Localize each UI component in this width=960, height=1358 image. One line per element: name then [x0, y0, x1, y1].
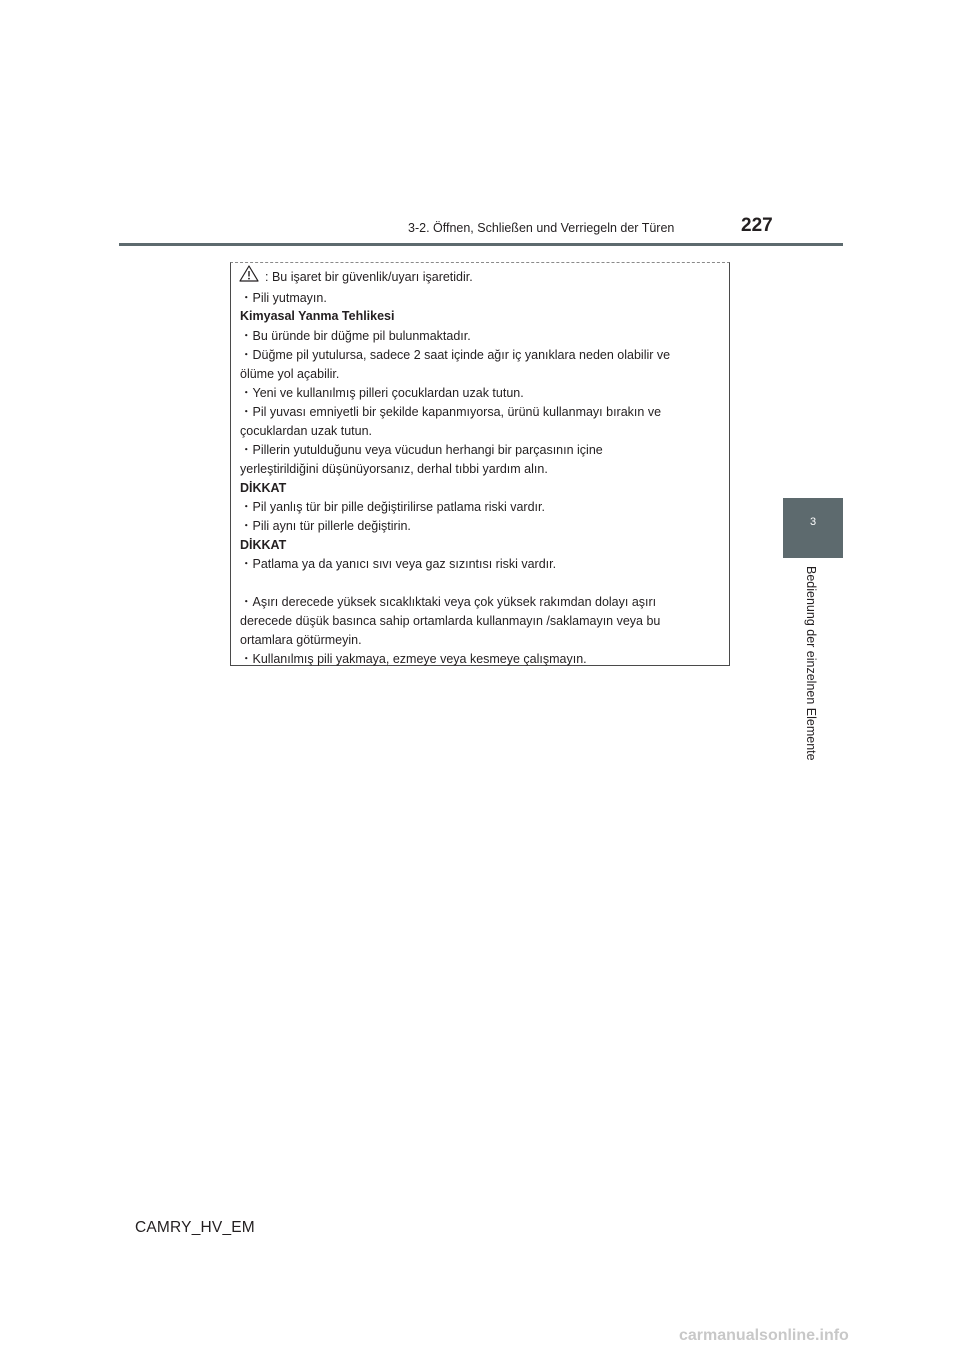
warning-line: ölüme yol açabilir. — [240, 367, 340, 381]
warning-heading: DİKKAT — [240, 538, 287, 552]
warning-heading: DİKKAT — [240, 481, 287, 495]
chapter-number: 3 — [809, 516, 817, 528]
warning-line: ortamlara götürmeyin. — [240, 633, 362, 647]
warning-line: ・Pili aynı tür pillerle değiştirin. — [240, 519, 411, 533]
warning-symbol-legend: : Bu işaret bir güvenlik/uyarı işaretidir. — [265, 270, 473, 284]
chapter-side-label: Bedienung der einzelnen Elemente — [804, 566, 818, 761]
warning-line: ・Bu üründe bir düğme pil bulunmaktadır. — [240, 329, 471, 343]
warning-line: ・Pil yanlış tür bir pille değiştirilirse patlama riski vardır. — [240, 500, 545, 514]
page-number: 227 — [741, 215, 773, 236]
warning-line: ・Pil yuvası emniyetli bir şekilde kapanmıyorsa, ürünü kullanmayı bırakın ve — [240, 405, 662, 419]
warning-line: ・Pili yutmayın. — [240, 291, 327, 305]
warning-line: ・Düğme pil yutulursa, sadece 2 saat içinde ağır iç yanıklara neden olabilir ve — [240, 348, 671, 362]
warning-line: derecede düşük basınca sahip ortamlarda kullanmayın /saklamayın veya bu — [240, 614, 661, 628]
warning-box — [230, 262, 730, 666]
chapter-tab — [783, 498, 843, 558]
watermark-text: carmanualsonline.info — [679, 1327, 849, 1344]
header-divider — [119, 243, 843, 246]
warning-line: ・Aşırı derecede yüksek sıcaklıktaki veya çok yüksek rakımdan dolayı aşırı — [240, 595, 657, 609]
warning-line: ・Pillerin yutulduğunu veya vücudun herhangi bir parçasının içine — [240, 443, 603, 457]
warning-line: yerleştirildiğini düşünüyorsanız, derhal tıbbi yardım alın. — [240, 462, 548, 476]
warning-line: ・Kullanılmış pili yakmaya, ezmeye veya kesmeye çalışmayın. — [240, 652, 587, 666]
section-title: 3-2. Öffnen, Schließen und Verriegeln der Türen — [408, 221, 675, 235]
warning-heading: Kimyasal Yanma Tehlikesi — [240, 309, 395, 323]
document-code: CAMRY_HV_EM — [135, 1219, 255, 1236]
warning-line: ・Patlama ya da yanıcı sıvı veya gaz sızıntısı riski vardır. — [240, 557, 557, 571]
warning-line: ・Yeni ve kullanılmış pilleri çocuklardan uzak tutun. — [240, 386, 524, 400]
warning-triangle-icon — [239, 265, 259, 282]
warning-line: çocuklardan uzak tutun. — [240, 424, 373, 438]
